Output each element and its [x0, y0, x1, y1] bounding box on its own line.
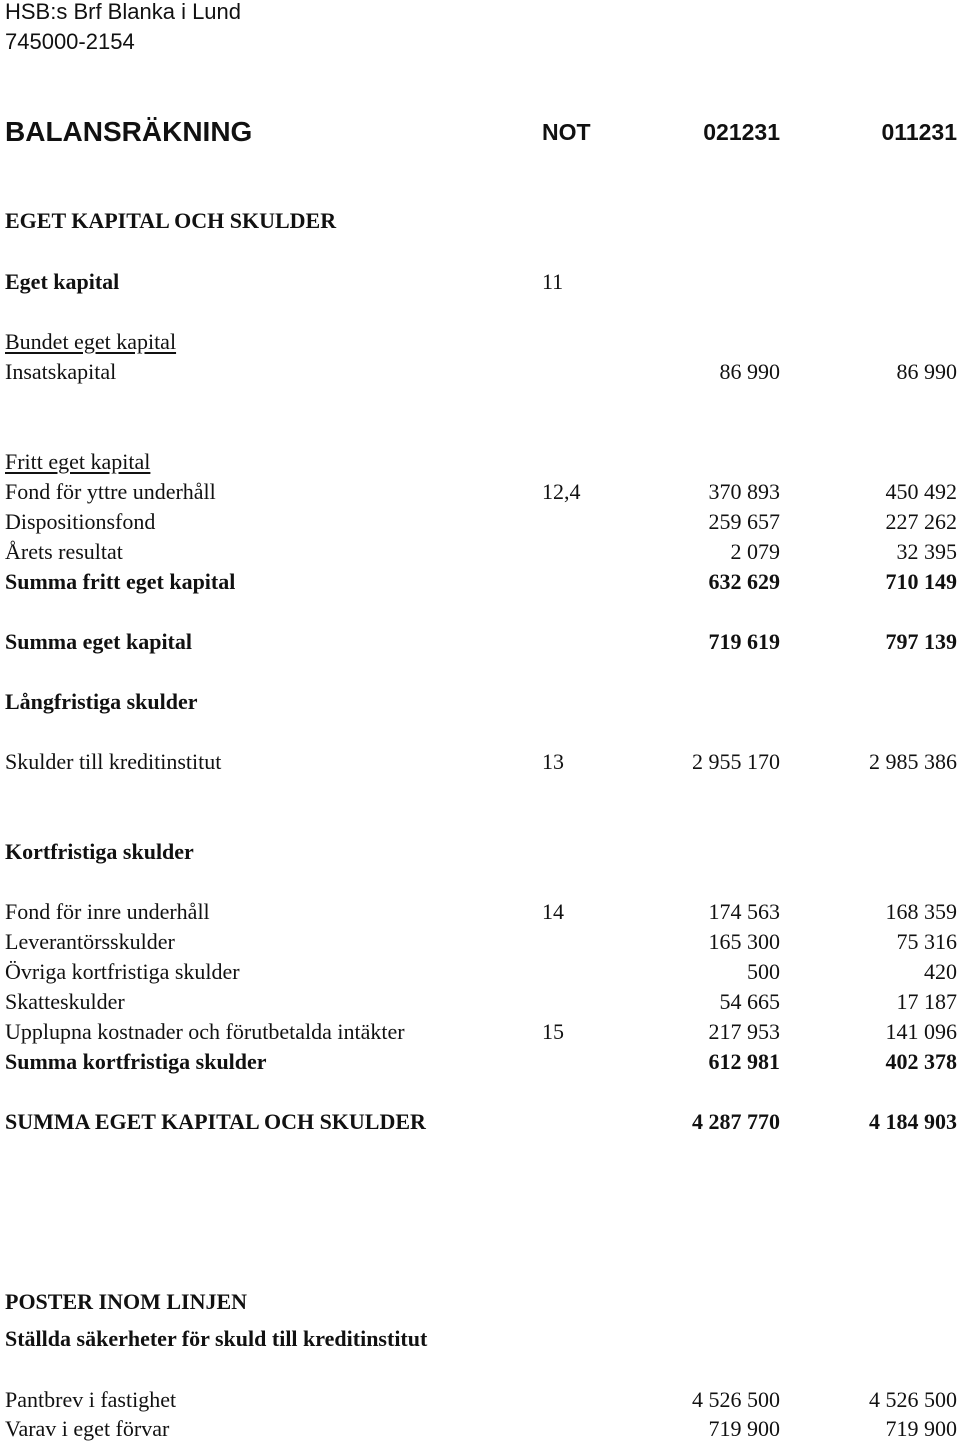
row-label: Övriga kortfristiga skulder — [5, 959, 240, 984]
row-previous-value: 141 096 — [885, 1019, 957, 1044]
grand-total-previous-value: 4 184 903 — [869, 1109, 957, 1134]
equity-note: 11 — [542, 269, 564, 294]
restricted-equity-heading-row — [0, 327, 960, 357]
row-label: Dispositionsfond — [5, 509, 156, 534]
row-previous-value: 17 187 — [896, 989, 957, 1014]
restricted-equity-heading: Bundet eget kapital — [5, 329, 177, 354]
subtotal-previous-value: 402 378 — [885, 1049, 957, 1074]
org-number: 745000-2154 — [5, 29, 135, 54]
row-current-value: 2 079 — [730, 539, 780, 564]
row-label: Varav i eget förvar — [5, 1416, 170, 1441]
table-row — [0, 927, 960, 957]
subtotal-label: Summa kortfristiga skulder — [5, 1049, 267, 1074]
table-row — [0, 897, 960, 927]
row-current-value: 500 — [747, 959, 780, 984]
row-label: Årets resultat — [5, 539, 123, 564]
table-row — [0, 1414, 960, 1444]
subtotal-row — [0, 567, 960, 597]
table-row — [0, 1385, 960, 1415]
row-previous-value: 227 262 — [885, 509, 957, 534]
unrestricted-equity-heading: Fritt eget kapital — [5, 449, 151, 474]
row-current-value: 165 300 — [708, 929, 780, 954]
row-current-value: 259 657 — [708, 509, 780, 534]
current-year-column-header: 021231 — [703, 119, 780, 145]
equity-heading-row — [0, 267, 960, 297]
equity-total-row — [0, 627, 960, 657]
subtotal-current-value: 632 629 — [708, 569, 780, 594]
subtotal-current-value: 612 981 — [708, 1049, 780, 1074]
long-term-heading: Långfristiga skulder — [5, 689, 198, 714]
row-current-value: 2 955 170 — [692, 749, 780, 774]
table-row — [0, 477, 960, 507]
table-row — [0, 957, 960, 987]
equity-total-current-value: 719 619 — [708, 629, 780, 654]
row-label: Upplupna kostnader och förutbetalda intäkter — [5, 1019, 405, 1044]
table-row — [0, 987, 960, 1017]
row-note: 13 — [542, 749, 564, 774]
off-balance-heading: POSTER INOM LINJEN — [5, 1289, 248, 1314]
short-term-heading: Kortfristiga skulder — [5, 839, 194, 864]
previous-year-column-header: 011231 — [881, 119, 957, 145]
off-balance-subheading-row — [0, 1324, 960, 1354]
row-previous-value: 4 526 500 — [869, 1387, 957, 1412]
section-heading: EGET KAPITAL OCH SKULDER — [5, 208, 337, 233]
row-current-value: 174 563 — [708, 899, 780, 924]
row-previous-value: 168 359 — [885, 899, 957, 924]
off-balance-subheading: Ställda säkerheter för skuld till kreditinstitut — [5, 1326, 428, 1351]
row-previous-value: 2 985 386 — [869, 749, 957, 774]
row-current-value: 54 665 — [719, 989, 780, 1014]
table-row — [0, 747, 960, 777]
subtotal-row — [0, 1047, 960, 1077]
row-previous-value: 420 — [924, 959, 957, 984]
org-name: HSB:s Brf Blanka i Lund — [5, 0, 242, 24]
equity-heading: Eget kapital — [5, 269, 120, 294]
row-previous-value: 32 395 — [896, 539, 957, 564]
page-title: BALANSRÄKNING — [5, 116, 253, 147]
unrestricted-equity-heading-row — [0, 447, 960, 477]
row-previous-value: 450 492 — [885, 479, 957, 504]
grand-total-current-value: 4 287 770 — [692, 1109, 780, 1134]
row-label: Pantbrev i fastighet — [5, 1387, 177, 1412]
title-row — [0, 112, 960, 152]
section-heading-row — [0, 206, 960, 236]
row-label: Insatskapital — [5, 359, 117, 384]
table-row — [0, 1017, 960, 1047]
row-note: 14 — [542, 899, 564, 924]
table-row — [0, 507, 960, 537]
org-number-line — [0, 27, 960, 57]
row-note: 12,4 — [542, 479, 581, 504]
row-previous-value: 75 316 — [896, 929, 957, 954]
grand-total-label: SUMMA EGET KAPITAL OCH SKULDER — [5, 1109, 426, 1134]
note-column-header: NOT — [542, 119, 591, 145]
row-previous-value: 719 900 — [885, 1416, 957, 1441]
equity-total-label: Summa eget kapital — [5, 629, 192, 654]
table-row — [0, 357, 960, 387]
subtotal-label: Summa fritt eget kapital — [5, 569, 236, 594]
row-current-value: 370 893 — [708, 479, 780, 504]
row-current-value: 4 526 500 — [692, 1387, 780, 1412]
equity-total-previous-value: 797 139 — [885, 629, 957, 654]
table-row — [0, 537, 960, 567]
row-current-value: 217 953 — [708, 1019, 780, 1044]
long-term-heading-row — [0, 687, 960, 717]
row-current-value: 719 900 — [708, 1416, 780, 1441]
subtotal-previous-value: 710 149 — [885, 569, 957, 594]
org-name-line — [0, 0, 960, 27]
row-label: Leverantörsskulder — [5, 929, 175, 954]
row-note: 15 — [542, 1019, 564, 1044]
off-balance-heading-row — [0, 1287, 960, 1317]
short-term-heading-row — [0, 837, 960, 867]
row-previous-value: 86 990 — [896, 359, 957, 384]
row-label: Fond för yttre underhåll — [5, 479, 216, 504]
row-label: Fond för inre underhåll — [5, 899, 210, 924]
row-label: Skulder till kreditinstitut — [5, 749, 222, 774]
grand-total-row — [0, 1107, 960, 1137]
row-current-value: 86 990 — [719, 359, 780, 384]
row-label: Skatteskulder — [5, 989, 125, 1014]
